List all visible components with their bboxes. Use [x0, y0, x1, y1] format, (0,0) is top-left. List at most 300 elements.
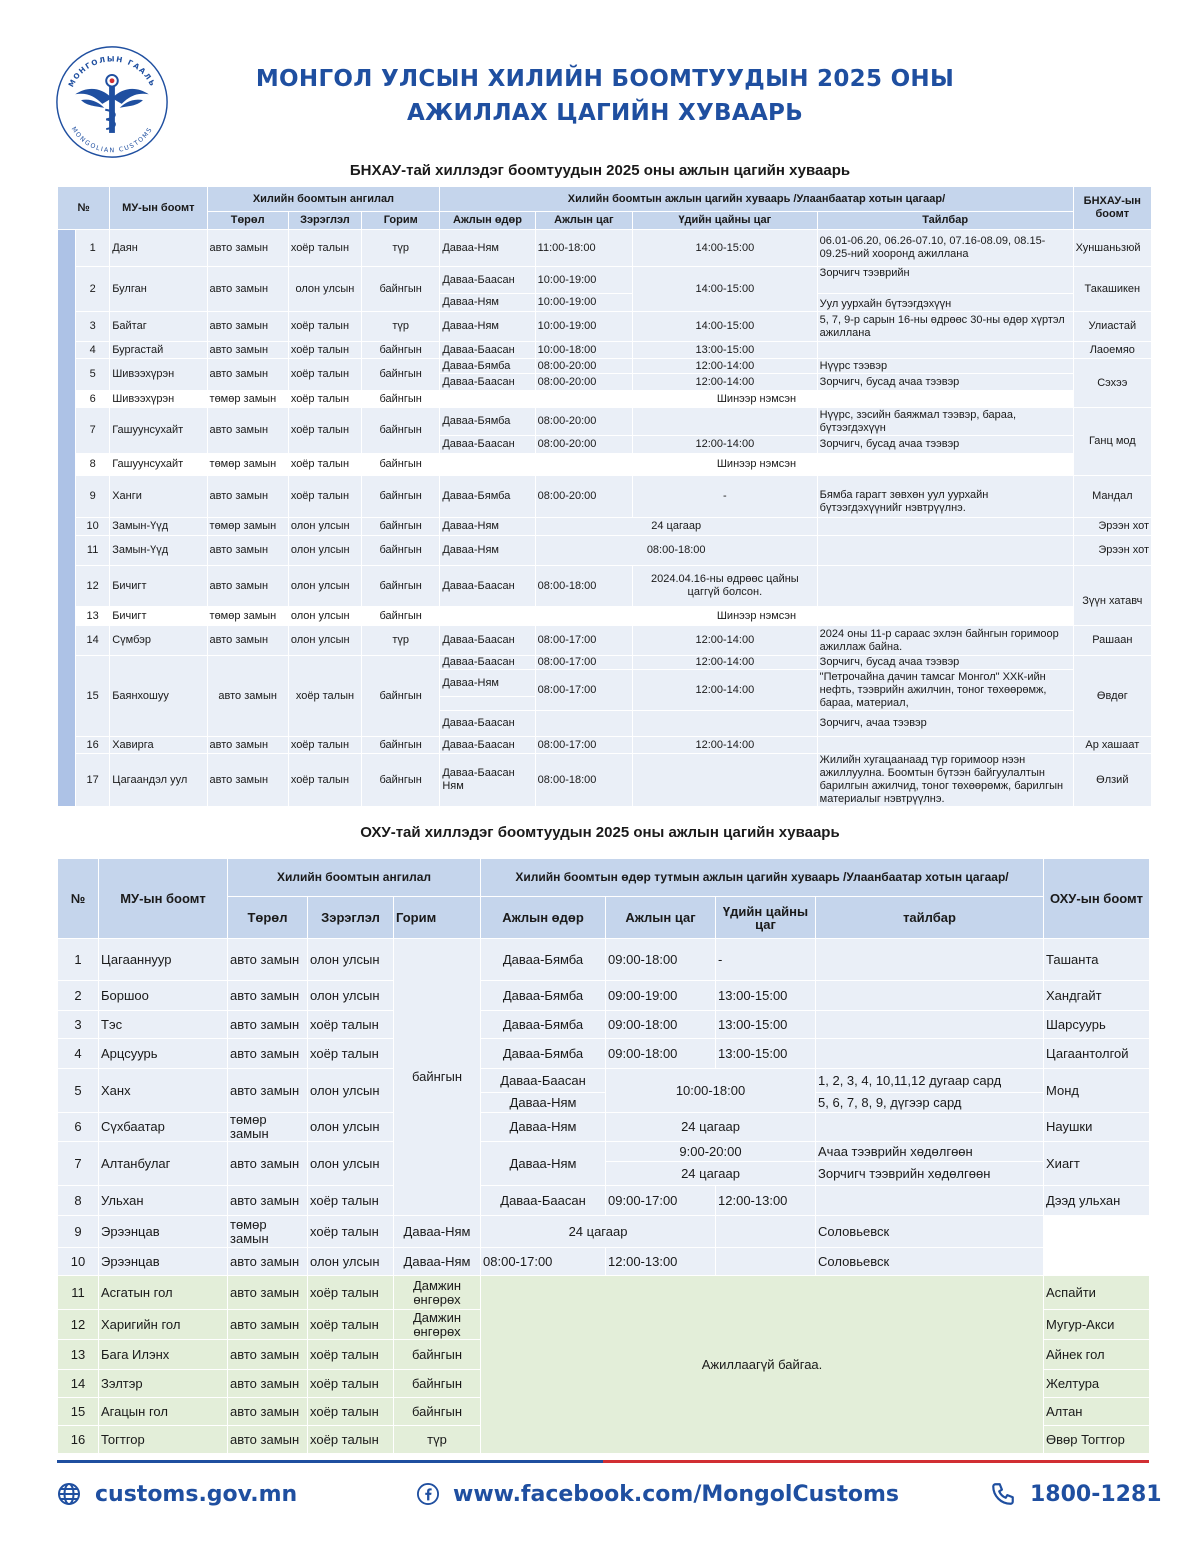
note: 2024 оны 11-р сараас эхлэн байнгын горимоор ажиллаж байна.: [817, 626, 1073, 656]
port-scope: хоёр талын: [308, 1186, 394, 1216]
mn-port: Гашуунсухайт: [110, 408, 207, 454]
work-hours: 08:00-20:00: [535, 408, 632, 436]
port-mode: түр: [362, 230, 440, 267]
cn-port: Лаоемяо: [1073, 342, 1151, 359]
row-no: 3: [58, 1011, 99, 1039]
svg-text:MONGOLIAN CUSTOMS: MONGOLIAN CUSTOMS: [69, 125, 155, 155]
lunch-hours: 12:00-13:00: [606, 1248, 716, 1276]
work-days: Даваа-Баасан: [481, 1069, 606, 1093]
lunch-hours: 13:00-15:00: [633, 342, 818, 359]
ru-port: Аспайти: [1044, 1276, 1150, 1310]
table-row: [58, 267, 1152, 294]
work-days: Даваа-Бямба: [440, 359, 535, 374]
work-days: Даваа-Ням: [394, 1216, 481, 1248]
cn-port: Өлзий: [1073, 754, 1151, 807]
row-no: 5: [58, 1069, 99, 1113]
port-mode: байнгын: [362, 267, 440, 312]
work-hours: 11:00-18:00: [535, 230, 632, 267]
row-no: 6: [58, 1113, 99, 1142]
ru-port: Алтан: [1044, 1398, 1150, 1426]
table-row: [58, 754, 1152, 807]
port-mode: байнгын: [362, 342, 440, 359]
note: [817, 536, 1073, 566]
port-mode: байнгын: [362, 607, 440, 626]
note: [716, 1248, 816, 1276]
mn-port: Асгатын гол: [99, 1276, 228, 1310]
port-mode: байнгын: [394, 1398, 481, 1426]
work-hours: 24 цагаар: [606, 1113, 816, 1142]
port-scope: хоёр талын: [308, 1370, 394, 1398]
facebook-icon: [417, 1483, 439, 1505]
port-type: авто замын: [228, 1426, 308, 1454]
mn-port: Эрээнцав: [99, 1216, 228, 1248]
port-type: авто замын: [207, 754, 288, 807]
port-type: авто замын: [207, 566, 288, 607]
row-no: 2: [58, 981, 99, 1011]
port-scope: хоёр талын: [308, 1398, 394, 1426]
note: 1, 2, 3, 4, 10,11,12 дугаар сард: [816, 1069, 1044, 1093]
port-scope: хоёр талын: [288, 230, 361, 267]
work-days: Даваа-Баасан Ням: [440, 754, 535, 807]
row-no: 7: [76, 408, 110, 454]
port-scope: олон улсын: [308, 1248, 394, 1276]
china-table-subtitle: БНХАУ-тай хиллэдэг боомтуудын 2025 оны ажлын цагийн хуваарь: [349, 162, 851, 179]
schedule-merged: Шинээр нэмсэн: [440, 607, 1073, 626]
work-days: Даваа-Ням: [440, 518, 535, 536]
work-hours: 09:00-17:00: [606, 1186, 716, 1216]
port-scope: олон улсын: [288, 607, 361, 626]
port-type: авто замын: [207, 312, 288, 342]
lunch-hours: 13:00-15:00: [716, 1039, 816, 1069]
mn-port: Цагаандэл уул: [110, 754, 207, 807]
port-scope: хоёр талын: [288, 656, 361, 737]
mn-port: Булган: [110, 267, 207, 312]
header-cn-port: БНХАУ-ын боомт: [1073, 187, 1151, 230]
port-type: авто замын: [228, 1276, 308, 1310]
mn-port: Баянхошуу: [110, 656, 207, 737]
ru-port: Соловьевск: [816, 1216, 1044, 1248]
cn-port: Ар хашаат: [1073, 737, 1151, 754]
port-scope: хоёр талын: [288, 454, 361, 476]
russia-schedule-table: [57, 858, 1150, 1454]
mn-port: Бургастай: [110, 342, 207, 359]
work-days: Даваа-Бямба: [440, 476, 535, 518]
port-scope: олон улсын: [288, 518, 361, 536]
work-days: Даваа-Ням: [440, 294, 535, 312]
port-type: авто замын: [228, 1248, 308, 1276]
port-scope: олон улсын: [308, 981, 394, 1011]
header-category: Хилийн боомтын ангилал: [207, 187, 440, 212]
work-hours: 08:00-18:00: [535, 536, 817, 566]
footer-divider: [57, 1460, 1149, 1463]
russia-table-subtitle: ОХУ-тай хиллэдэг боомтуудын 2025 оны ажлын цагийн хуваарь: [360, 824, 840, 841]
ru-port: Желтура: [1044, 1370, 1150, 1398]
row-no: 14: [58, 1370, 99, 1398]
cn-port: Ганц мод: [1073, 408, 1151, 476]
work-hours: 08:00-20:00: [535, 359, 632, 374]
work-days: Даваа-Бямба: [481, 1039, 606, 1069]
work-hours: 08:00-17:00: [535, 737, 632, 754]
work-hours: 10:00-19:00: [535, 294, 632, 312]
header-scope: Зэрэглэл: [308, 897, 394, 939]
lunch-hours: 12:00-14:00: [633, 656, 818, 670]
row-no: 8: [76, 454, 110, 476]
lunch-hours: 12:00-14:00: [633, 374, 818, 391]
port-scope: хоёр талын: [308, 1039, 394, 1069]
work-hours: 08:00-17:00: [535, 656, 632, 670]
work-days: Даваа-Ням: [440, 670, 535, 697]
port-scope: олон улсын: [308, 1113, 394, 1142]
cn-port: Эрээн хот: [1073, 518, 1151, 536]
ru-port: Монд: [1044, 1069, 1150, 1113]
phone-number[interactable]: 1800-1281: [1030, 1481, 1162, 1507]
table-row: [58, 391, 1152, 408]
table-row: [58, 1113, 1150, 1142]
work-days: Даваа-Ням: [440, 536, 535, 566]
work-days: Даваа-Бямба: [481, 981, 606, 1011]
row-no: 7: [58, 1142, 99, 1186]
mn-port: Алтанбулаг: [99, 1142, 228, 1186]
ru-port: Цагаантолгой: [1044, 1039, 1150, 1069]
mn-port: Бичигт: [110, 607, 207, 626]
port-type: төмөр замын: [207, 391, 288, 408]
mn-port: Бичигт: [110, 566, 207, 607]
port-type: авто замын: [207, 476, 288, 518]
mn-port: Цагааннуур: [99, 939, 228, 981]
work-days: Даваа-Баасан: [440, 566, 535, 607]
header-hours: Ажлын цаг: [606, 897, 716, 939]
port-mode: байнгын: [362, 391, 440, 408]
port-scope: хоёр талын: [288, 754, 361, 807]
note: [816, 1011, 1044, 1039]
note: Жилийн хугацаанаад түр горимоор нээн ажиллуулна. Боомтын бүтээн байгуулалтын барилгын ажилчид, тоног төхөөрөмж, барилгын материалыг нэвтрүүлнэ.: [817, 754, 1073, 807]
work-days: Даваа-Баасан: [440, 374, 535, 391]
row-no: 15: [58, 1398, 99, 1426]
port-type: төмөр замын: [228, 1113, 308, 1142]
mn-port: Шивээхүрэн: [110, 391, 207, 408]
ru-port: Наушки: [1044, 1113, 1150, 1142]
table-row: [58, 342, 1152, 359]
work-days: [440, 697, 535, 711]
table-row: [58, 454, 1152, 476]
row-no: 14: [76, 626, 110, 656]
work-hours: 10:00-18:00: [606, 1069, 816, 1113]
note: [816, 981, 1044, 1011]
work-hours: 09:00-19:00: [606, 981, 716, 1011]
work-hours: 09:00-18:00: [606, 939, 716, 981]
lunch-hours: 12:00-14:00: [633, 436, 818, 454]
page-title-line2: АЖИЛЛАХ ЦАГИЙН ХУВААРЬ: [406, 100, 804, 126]
page-title: [230, 62, 980, 130]
website-link[interactable]: customs.gov.mn: [95, 1481, 298, 1507]
header-lunch: Үдийн цайны цаг: [633, 212, 818, 230]
work-days: Даваа-Баасан: [440, 626, 535, 656]
port-mode: байнгын: [394, 1370, 481, 1398]
not-working-note: Ажиллаагүй байгаа.: [481, 1276, 1044, 1454]
port-scope: хоёр талын: [308, 1011, 394, 1039]
work-days: Даваа-Бямба: [440, 408, 535, 436]
cn-port: Зүүн хатавч: [1073, 566, 1151, 626]
port-scope: хоёр талын: [308, 1276, 394, 1310]
work-hours: 10:00-19:00: [535, 312, 632, 342]
mn-port: Сүмбэр: [110, 626, 207, 656]
lunch-hours: 2024.04.16-ны өдрөөс цайны цаггүй болсон.: [633, 566, 818, 607]
globe-icon: [57, 1482, 81, 1506]
lunch-hours: 14:00-15:00: [633, 267, 818, 312]
work-days: Даваа-Баасан: [440, 436, 535, 454]
row-no: 13: [58, 1340, 99, 1370]
mn-port: Сүхбаатар: [99, 1113, 228, 1142]
port-scope: олон улсын: [308, 939, 394, 981]
ru-port: Өвөр Тогтгор: [1044, 1426, 1150, 1454]
port-type: төмөр замын: [207, 454, 288, 476]
phone-icon: [990, 1481, 1016, 1507]
table-row: [58, 1011, 1150, 1039]
port-mode: байнгын: [362, 408, 440, 454]
port-mode: түр: [362, 626, 440, 656]
table-row: [58, 230, 1152, 267]
mn-port: Ханги: [110, 476, 207, 518]
lunch-hours: 14:00-15:00: [633, 312, 818, 342]
header-type: Төрөл: [207, 212, 288, 230]
table-row: [58, 737, 1152, 754]
port-type: авто замын: [207, 267, 288, 312]
cn-port: Өвдөг: [1073, 656, 1151, 737]
port-type: авто замын: [207, 230, 288, 267]
lunch-hours: 14:00-15:00: [633, 230, 818, 267]
work-hours: 10:00-18:00: [535, 342, 632, 359]
mn-port: Тэс: [99, 1011, 228, 1039]
note: "Петрочайна дачин тамсаг Монгол" ХХК-ийн нефть, тээврийн ажилчин, тоног төхөөрөмж, бараа, материал,: [817, 670, 1073, 711]
port-scope: хоёр талын: [288, 312, 361, 342]
header-days: Ажлын өдөр: [481, 897, 606, 939]
header-lunch: Үдийн цайны цаг: [716, 897, 816, 939]
lunch-hours: 13:00-15:00: [716, 981, 816, 1011]
china-schedule-table: [57, 186, 1152, 807]
table-row: [58, 1186, 1150, 1216]
mn-port: Замын-Үүд: [110, 518, 207, 536]
port-type: төмөр замын: [228, 1216, 308, 1248]
table-row: [58, 518, 1152, 536]
header-scope: Зэрэглэл: [288, 212, 361, 230]
note: Зорчигч, бусад ачаа тээвэр: [817, 656, 1073, 670]
port-mode: байнгын: [394, 1340, 481, 1370]
row-no: 9: [58, 1216, 99, 1248]
port-mode: түр: [362, 312, 440, 342]
note: [816, 1039, 1044, 1069]
row-no: 1: [58, 939, 99, 981]
ru-port: Ташанта: [1044, 939, 1150, 981]
work-days: Даваа-Баасан: [440, 267, 535, 294]
note: Зорчигч, бусад ачаа тээвэр: [817, 374, 1073, 391]
work-hours: 09:00-18:00: [606, 1039, 716, 1069]
row-no: 17: [76, 754, 110, 807]
note: Бямба гарагт зөвхөн уул уурхайн бүтээгдэхүүнийг нэвтрүүлнэ.: [817, 476, 1073, 518]
note: 5, 6, 7, 8, 9, дүгээр сард: [816, 1093, 1044, 1113]
ru-port: Хиагт: [1044, 1142, 1150, 1186]
port-type: авто замын: [228, 939, 308, 981]
table-row: [58, 1276, 1150, 1310]
note: [817, 566, 1073, 607]
facebook-link[interactable]: www.facebook.com/MongolCustoms: [453, 1481, 900, 1507]
work-hours: 24 цагаар: [606, 1162, 816, 1186]
work-hours: 08:00-17:00: [535, 670, 632, 711]
mn-port: Байтаг: [110, 312, 207, 342]
mn-port: Замын-Үүд: [110, 536, 207, 566]
page-title-line1: МОНГОЛ УЛСЫН ХИЛИЙН БООМТУУДЫН 2025 ОНЫ: [255, 66, 955, 92]
header-no: №: [58, 859, 99, 939]
row-no: 11: [58, 1276, 99, 1310]
port-type: төмөр замын: [207, 607, 288, 626]
header-days: Ажлын өдөр: [440, 212, 535, 230]
port-scope: хоёр талын: [288, 408, 361, 454]
svg-text:МОНГОЛЫН ГААЛЬ: МОНГОЛЫН ГААЛЬ: [66, 54, 158, 89]
mn-port: Шивээхүрэн: [110, 359, 207, 391]
table-row: [58, 656, 1152, 670]
mn-port: Ханх: [99, 1069, 228, 1113]
table-row: [58, 1216, 1150, 1248]
note: Ачаа тээврийн хөдөлгөөн: [816, 1142, 1044, 1162]
port-mode: байнгын: [362, 518, 440, 536]
port-scope: хоёр талын: [308, 1310, 394, 1340]
row-no: 12: [58, 1310, 99, 1340]
work-days: Даваа-Ням: [481, 1093, 606, 1113]
footer-website[interactable]: [57, 1474, 297, 1514]
port-mode: Дамжин өнгөрөх: [394, 1276, 481, 1310]
table-row: [58, 312, 1152, 342]
header-category: Хилийн боомтын ангилал: [228, 859, 481, 897]
work-days: Даваа-Баасан: [440, 342, 535, 359]
port-type: авто замын: [228, 981, 308, 1011]
row-no: 12: [76, 566, 110, 607]
lunch-hours: [633, 754, 818, 807]
header-note: Тайлбар: [817, 212, 1073, 230]
work-days: Даваа-Ням: [394, 1248, 481, 1276]
row-no: 5: [76, 359, 110, 391]
port-mode: байнгын: [362, 566, 440, 607]
header-no: №: [58, 187, 110, 230]
note: Нүүрс тээвэр: [817, 359, 1073, 374]
header-mode: Горим: [362, 212, 440, 230]
footer-facebook[interactable]: [417, 1474, 899, 1514]
schedule-merged: Шинээр нэмсэн: [440, 454, 1073, 476]
port-type: авто замын: [228, 1186, 308, 1216]
port-mode: байнгын: [362, 454, 440, 476]
cn-port: Мандал: [1073, 476, 1151, 518]
row-no: 8: [58, 1186, 99, 1216]
mongolian-customs-logo: [54, 44, 170, 160]
port-type: авто замын: [228, 1398, 308, 1426]
port-scope: олон улсын: [288, 626, 361, 656]
port-type: авто замын: [207, 626, 288, 656]
work-hours: 08:00-20:00: [535, 436, 632, 454]
port-type: авто замын: [207, 342, 288, 359]
work-days: Даваа-Баасан: [440, 737, 535, 754]
work-days: Даваа-Ням: [440, 230, 535, 267]
table-row: [58, 1069, 1150, 1093]
port-mode: байнгын: [394, 939, 481, 1216]
port-scope: олон улсын: [288, 267, 361, 312]
port-type: авто замын: [207, 536, 288, 566]
port-mode: Дамжин өнгөрөх: [394, 1310, 481, 1340]
mn-port: Харигийн гол: [99, 1310, 228, 1340]
port-mode: байнгын: [362, 476, 440, 518]
row-no: 10: [76, 518, 110, 536]
work-hours: 09:00-18:00: [606, 1011, 716, 1039]
header-hours: Ажлын цаг: [535, 212, 632, 230]
mn-port: Гашуунсухайт: [110, 454, 207, 476]
header-note: тайлбар: [816, 897, 1044, 939]
note: [716, 1216, 816, 1248]
table-row: [58, 981, 1150, 1011]
row-no: 10: [58, 1248, 99, 1276]
port-scope: хоёр талын: [288, 342, 361, 359]
mn-port: Тогтгор: [99, 1426, 228, 1454]
work-days: Даваа-Ням: [481, 1142, 606, 1186]
port-scope: хоёр талын: [308, 1426, 394, 1454]
note: Зорчигч тээврийн хөдөлгөөн: [816, 1162, 1044, 1186]
work-hours: 08:00-17:00: [535, 626, 632, 656]
port-scope: олон улсын: [308, 1069, 394, 1113]
table-row: [58, 939, 1150, 981]
header-schedule: Хилийн боомтын ажлын цагийн хуваарь /Улаанбаатар хотын цагаар/: [440, 187, 1073, 212]
port-scope: олон улсын: [288, 566, 361, 607]
port-type: авто замын: [207, 737, 288, 754]
lunch-hours: 12:00-14:00: [633, 359, 818, 374]
note: 5, 7, 9-р сарын 16-ны өдрөөс 30-ны өдөр хүртэл ажиллана: [817, 312, 1073, 342]
work-hours: 08:00-20:00: [535, 374, 632, 391]
note: Зорчигч тээврийн: [817, 267, 1073, 294]
work-hours: 24 цагаар: [535, 518, 817, 536]
work-hours: 24 цагаар: [481, 1216, 716, 1248]
port-type: авто замын: [228, 1370, 308, 1398]
table-row: [58, 626, 1152, 656]
work-hours: 9:00-20:00: [606, 1142, 816, 1162]
work-days: Даваа-Баасан: [440, 656, 535, 670]
table-row: [58, 408, 1152, 436]
note: [817, 342, 1073, 359]
port-scope: хоёр талын: [288, 476, 361, 518]
mn-port: Даян: [110, 230, 207, 267]
cn-port: Рашаан: [1073, 626, 1151, 656]
ru-port: Айнек гол: [1044, 1340, 1150, 1370]
footer-phone[interactable]: [990, 1474, 1162, 1514]
note: [816, 939, 1044, 981]
note: [817, 518, 1073, 536]
note: 06.01-06.20, 06.26-07.10, 07.16-08.09, 08.15-09.25-ний хооронд ажиллана: [817, 230, 1073, 267]
port-type: авто замын: [228, 1142, 308, 1186]
port-type: авто замын: [228, 1011, 308, 1039]
row-no: 3: [76, 312, 110, 342]
port-mode: байнгын: [362, 359, 440, 391]
port-mode: байнгын: [362, 737, 440, 754]
port-scope: хоёр талын: [308, 1216, 394, 1248]
port-type: авто замын: [228, 1039, 308, 1069]
work-days: Даваа-Бямба: [481, 1011, 606, 1039]
port-type: авто замын: [207, 408, 288, 454]
lunch-hours: -: [633, 476, 818, 518]
cn-port: Хуншаньзюй: [1073, 230, 1151, 267]
work-hours: 08:00-17:00: [481, 1248, 606, 1276]
header-type: Төрөл: [228, 897, 308, 939]
port-scope: хоёр талын: [288, 737, 361, 754]
ru-port: Дээд ульхан: [1044, 1186, 1150, 1216]
port-type: авто замын: [228, 1340, 308, 1370]
work-days: Даваа-Баасан: [440, 711, 535, 737]
work-hours: 08:00-18:00: [535, 754, 632, 807]
note: [816, 1113, 1044, 1142]
lunch-hours: 12:00-13:00: [716, 1186, 816, 1216]
